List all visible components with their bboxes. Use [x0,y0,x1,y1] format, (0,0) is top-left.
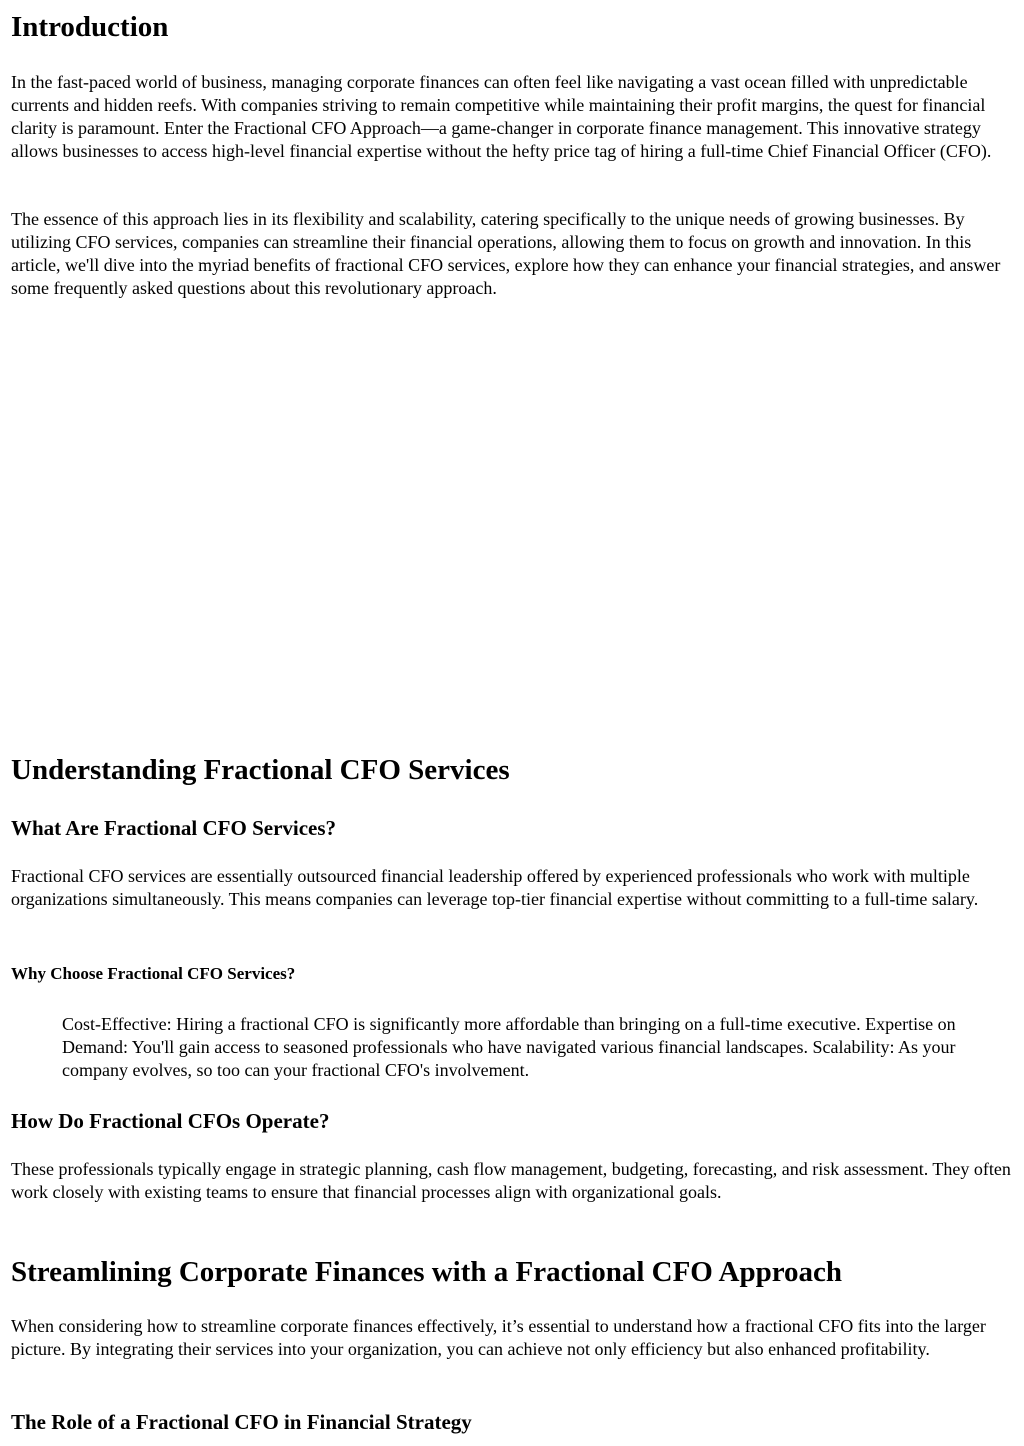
what-are-paragraph: Fractional CFO services are essentially outsourced financial leadership offered by experienced professionals who work with multiple organizations simultaneously. This means companies can leverage top-tier financial expertise without committing to a full-time salary. [11,866,979,909]
streamlining-paragraph: When considering how to streamline corporate finances effectively, it’s essential to understand how a fractional CFO fits into the larger picture. By integrating their services into your organization, you can achieve not only efficiency but also enhanced profitability. [11,1316,986,1359]
how-operate-paragraph: These professionals typically engage in strategic planning, cash flow management, budgeting, forecasting, and risk assessment. They often work closely with existing teams to ensure that financial processes align with organizational goals. [11,1159,1011,1202]
intro-paragraph-2: The essence of this approach lies in its flexibility and scalability, catering specifically to the unique needs of growing businesses. By utilizing CFO services, companies can streamline their financial operations, allowing them to focus on growth and innovation. In this article, we'll dive into the myriad benefits of fractional CFO services, explore how they can enhance your financial strategies, and answer some frequently asked questions about this revolutionary approach. [11,209,1001,298]
understanding-heading: Understanding Fractional CFO Services [11,754,510,786]
why-choose-list: Cost-Effective: Hiring a fractional CFO is significantly more affordable than bringing on a full-time executive. Expertise on Demand: You'll gain access to seasoned professionals who have navigated various financial landscapes. Scalability: As your company evolves, so too can your fractional CFO's involvement. [62,1014,956,1080]
what-are-heading: What Are Fractional CFO Services? [11,816,337,840]
intro-heading: Introduction [11,11,169,43]
streamlining-heading: Streamlining Corporate Finances with a Fractional CFO Approach [11,1256,843,1288]
why-choose-heading: Why Choose Fractional CFO Services? [11,964,296,983]
how-operate-heading: How Do Fractional CFOs Operate? [11,1109,330,1133]
role-heading: The Role of a Fractional CFO in Financial Strategy [11,1410,472,1434]
intro-paragraph-1: In the fast-paced world of business, managing corporate finances can often feel like navigating a vast ocean filled with unpredictable currents and hidden reefs. With companies striving to remain competitive while maintaining their profit margins, the quest for financial clarity is paramount. Enter the Fractional CFO Approach—a game-changer in corporate finance management. This innovative strategy allows businesses to access high-level financial expertise without the hefty price tag of hiring a full-time Chief Financial Officer (CFO). [11,72,992,161]
